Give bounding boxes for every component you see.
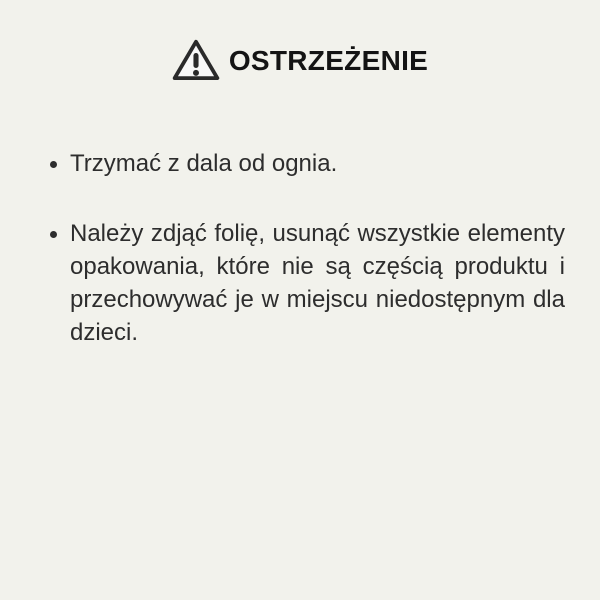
page-title: OSTRZEŻENIE xyxy=(228,44,429,76)
warning-triangle-icon xyxy=(172,38,220,83)
list-item: • Trzymać z dala od ognia. xyxy=(70,147,565,180)
warning-header xyxy=(0,0,600,83)
list-item: • Należy zdjąć folię, usunąć wszystkie elementy opakowania, które nie są częścią produktu i przechowywać je w miejscu niedostępnym dla dzieci. xyxy=(70,217,565,349)
warning-list xyxy=(0,147,600,349)
